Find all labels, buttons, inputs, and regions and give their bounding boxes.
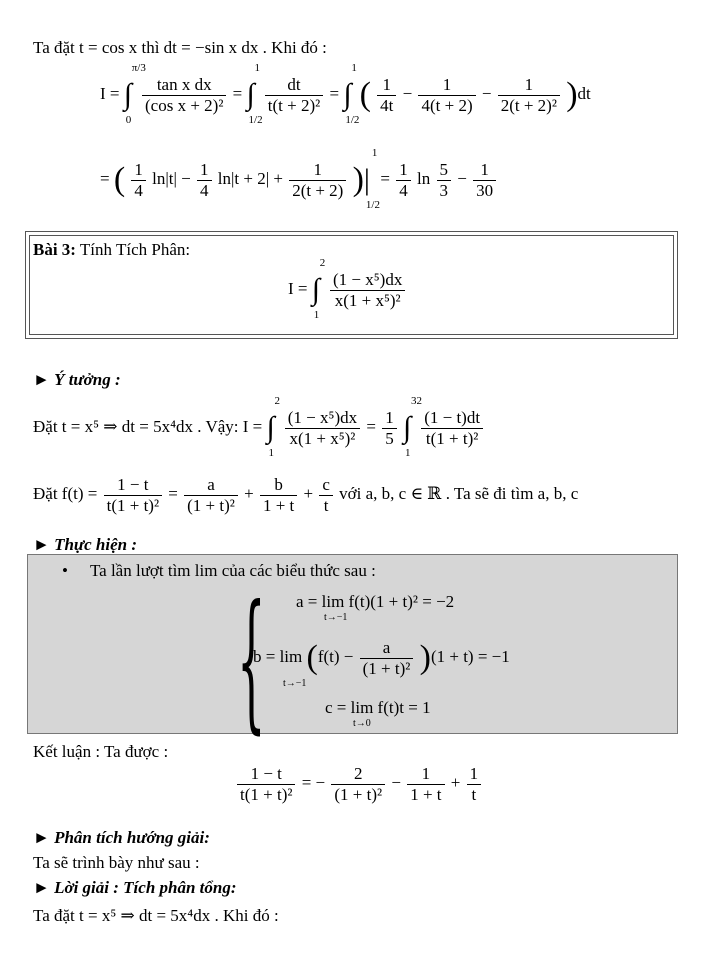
partial-fraction-line: Đặt f(t) = $\frac{1 - t}{\text{t(1 + t)²}}$ = $\frac{a}{\text{(1 + t)²}}$ + $\frac{b}{1 + t}$ + $\frac{c}{t}$ với a, b, c ∈ ℝ . Ta sẽ đi tìm a, b, c <box>33 475 579 515</box>
integral-sign: ∫ 1 1/2 <box>246 62 263 127</box>
text-line-substitution: Ta đặt t = cos x thì dt = −sin x dx . Khi đó : <box>33 38 327 57</box>
text-present: Ta sẽ trình bày như sau : <box>33 853 200 872</box>
substitution-line: Đặt t = x⁵ ⇒ dt = 5x⁴dx . Vậy: I = ∫ 2 1 $\frac{\text{(1 − x⁵)dx}}{\text{x(1 + x⁵)²}}$ = $\frac{1}{5}$ ∫ 32 1 $\frac{(1 - t)dt}{\text{t(1 + t)²}}$ <box>33 408 485 448</box>
exercise-title: Bài 3: Tính Tích Phân: <box>33 240 191 259</box>
bullet-item: • Ta lần lượt tìm lim của các biểu thức sau : <box>62 561 376 580</box>
conclusion-text: Kết luận : Ta được : <box>33 742 169 761</box>
equation-result-1: = ( $\frac{1}{4}$ ln|t| − $\frac{1}{4}$ ln|t + 2| + $\frac{1}{2(t + 2)}$ )| 1 1/2 = $\frac{1}{4}$ ln $\frac{5}{3}$ − $\frac{1}{30}$ <box>100 160 498 200</box>
exercise-integral: I = ∫ 2 1 $\frac{\text{(1 − x⁵)dx}}{\text{x(1 + x⁵)²}}$ <box>288 270 407 310</box>
conclusion-equation: $\frac{1 - t}{\text{t(1 + t)²}}$ = − $\frac{2}{\text{(1 + t)²}}$ − $\frac{1}{1 + t}$ + $\frac{1}{t}$ <box>235 764 483 804</box>
eq-c: c = lim f(t)t = 1 t→0 <box>325 698 431 729</box>
eq-lhs: I = <box>100 83 120 103</box>
heading-idea: ► Ý tưởng : <box>33 370 121 389</box>
fraction: $\frac{1}{4(t + 2)}$ <box>418 75 475 115</box>
fraction: $\frac{1}{4t}$ <box>377 75 396 115</box>
left-brace: { <box>237 574 266 748</box>
heading-execute: ► Thực hiện : <box>33 535 137 554</box>
equation-integral-1: I = ∫ π/3 0 $\frac{\text{tan x dx}}{\text{(cos x + 2)²}}$ = ∫ 1 1/2 $\frac{dt}{\text{t(t + 2)²}}$ = ∫ 1 1/2 ( $\frac{1}{4t}$ − $\frac{1}{4(t + 2)}$ − $\frac{1}{\text{2(t + 2)²}}$ )dt <box>100 62 591 127</box>
fraction: $\frac{1}{\text{2(t + 2)²}}$ <box>498 75 560 115</box>
eq-a: a = lim f(t)(1 + t)² = −2 t→−1 <box>296 592 455 623</box>
eq-b: b = lim (f(t) − $\frac{a}{\text{(1 + t)²}}$ )(1 + t) = −1 t→−1 <box>253 638 510 690</box>
heading-analysis: ► Phân tích hướng giải: <box>33 828 210 847</box>
integral-sign: ∫ π/3 0 <box>123 62 146 127</box>
heading-solution: ► Lời giải : Tích phân tổng: <box>33 878 237 897</box>
integral-sign: ∫ 1 1/2 <box>343 62 360 127</box>
text-last-substitution: Ta đặt t = x⁵ ⇒ dt = 5x⁴dx . Khi đó : <box>33 906 279 925</box>
fraction: $\frac{\text{tan x dx}}{\text{(cos x + 2)²}}$ <box>142 75 226 115</box>
fraction: $\frac{dt}{\text{t(t + 2)²}}$ <box>265 75 323 115</box>
